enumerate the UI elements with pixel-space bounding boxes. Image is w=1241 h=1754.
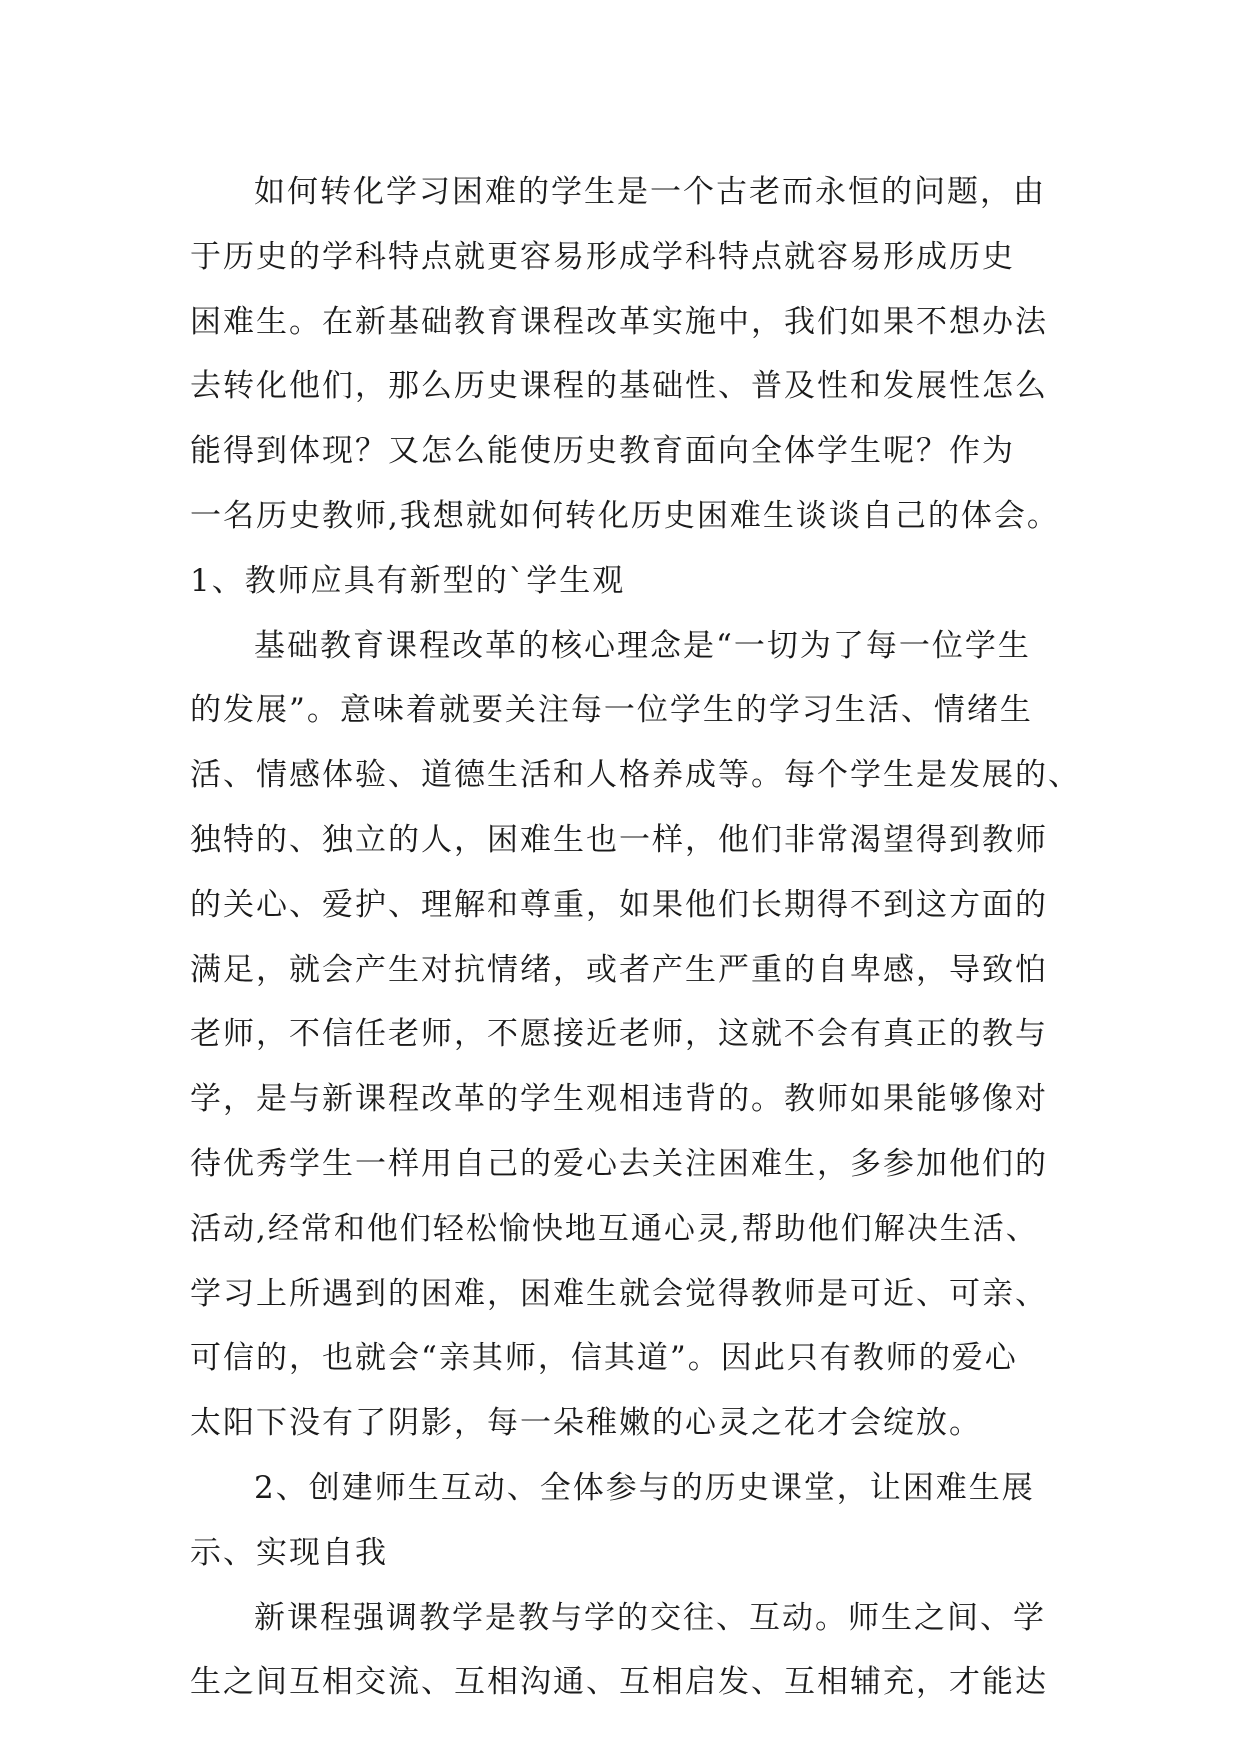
- paragraph-line: 生之间互相交流、互相沟通、互相启发、互相辅充，才能达: [190, 1664, 1048, 1701]
- paragraph-line: 学习上所遇到的困难，困难生就会觉得教师是可近、可亲、: [190, 1275, 1048, 1312]
- paragraph-line: 太阳下没有了阴影，每一朵稚嫩的心灵之花才会绽放。: [190, 1405, 982, 1442]
- paragraph-line: 独特的、独立的人，困难生也一样，他们非常渴望得到教师: [190, 821, 1048, 858]
- paragraph-line: 的发展”。意味着就要关注每一位学生的学习生活、情绪生: [190, 692, 1033, 729]
- section-heading: 2、创建师生互动、全体参与的历史课堂，让困难生展: [254, 1469, 1035, 1506]
- paragraph-line: 可信的，也就会“亲其师，信其道”。因此只有教师的爱心: [190, 1340, 1018, 1377]
- paragraph-line: 老师，不信任老师，不愿接近老师，这就不会有真正的教与: [190, 1016, 1048, 1053]
- paragraph-line: 待优秀学生一样用自己的爱心去关注困难生，多参加他们的: [190, 1145, 1048, 1182]
- paragraph-line: 的关心、爱护、理解和尊重，如果他们长期得不到这方面的: [190, 886, 1048, 923]
- paragraph-line: 如何转化学习困难的学生是一个古老而永恒的问题，由: [254, 174, 1046, 210]
- paragraph-line: 一名历史教师,我想就如何转化历史困难生谈谈自己的体会。: [190, 497, 1060, 534]
- paragraph-line: 基础教育课程改革的核心理念是“一切为了每一位学生: [254, 627, 1031, 664]
- section-heading: 1、教师应具有新型的`学生观: [190, 562, 626, 599]
- paragraph-line: 于历史的学科特点就更容易形成学科特点就容易形成历史: [190, 238, 1015, 275]
- paragraph-line: 活动,经常和他们轻松愉快地互通心灵,帮助他们解决生活、: [190, 1210, 1039, 1247]
- paragraph-line: 活、情感体验、道德生活和人格养成等。每个学生是发展的、: [190, 757, 1081, 794]
- document-body: [190, 160, 1081, 1715]
- paragraph-line: 能得到体现？又怎么能使历史教育面向全体学生呢？作为: [190, 433, 1015, 470]
- section-heading-continued: 示、实现自我: [190, 1534, 388, 1571]
- paragraph-line: 新课程强调教学是教与学的交往、互动。师生之间、学: [254, 1599, 1046, 1636]
- paragraph-line: 去转化他们，那么历史课程的基础性、普及性和发展性怎么: [190, 368, 1048, 405]
- paragraph-line: 困难生。在新基础教育课程改革实施中，我们如果不想办法: [190, 303, 1048, 340]
- paragraph-line: 满足，就会产生对抗情绪，或者产生严重的自卑感，导致怕: [190, 951, 1048, 988]
- paragraph-line: 学，是与新课程改革的学生观相违背的。教师如果能够像对: [190, 1081, 1048, 1118]
